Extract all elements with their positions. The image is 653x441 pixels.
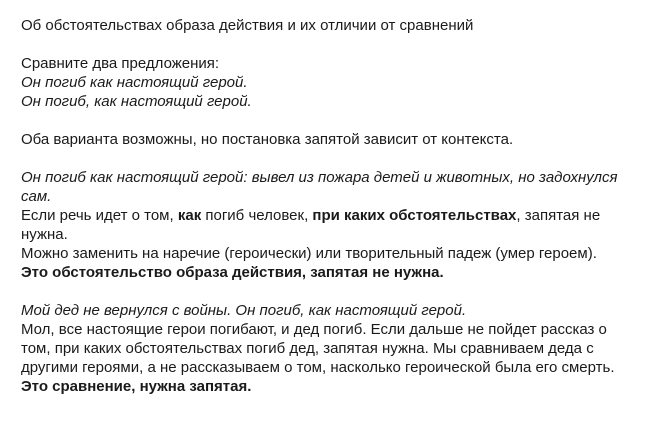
document-title: Об обстоятельствах образа действия и их отличии от сравнений: [21, 17, 474, 34]
spacer: [21, 111, 639, 130]
case-1-text-part-c: погиб человек,: [201, 207, 313, 224]
intro-prompt: Сравните два предложения:: [21, 55, 220, 72]
case-1-text-part-e: , запятая не: [516, 207, 601, 224]
case-2-explanation-line-1: Мол, все настоящие герои погибают, и дед погиб. Если дальше не пойдет рассказ о: [21, 321, 607, 338]
context-note: Оба варианта возможны, но постановка запятой зависит от контекста.: [21, 131, 514, 148]
case-2-explanation-line-3: другими героями, а не рассказываем о том, насколько героической была его смерть.: [21, 359, 615, 376]
case-1-explanation-line-1: [21, 206, 639, 225]
case-1-example-line-1: Он погиб как настоящий герой: вывел из пожара детей и животных, но задохнулся: [21, 169, 618, 186]
case-1-replacement-hint: Можно заменить на наречие (героически) или творительный падеж (умер героем).: [21, 245, 597, 262]
case-1-explanation-line-2: нужна.: [21, 226, 68, 243]
case-1-conclusion: Это обстоятельство образа действия, запятая не нужна.: [21, 264, 444, 281]
case-1-text-part-d: при каких обстоятельствах: [312, 207, 517, 224]
spacer: [21, 35, 639, 54]
document-body: [21, 16, 639, 396]
spacer: [21, 149, 639, 168]
intro-example-2: Он погиб, как настоящий герой.: [21, 93, 252, 110]
spacer: [21, 282, 639, 301]
case-2-explanation-line-2: том, при каких обстоятельствах погиб дед, запятая нужна. Мы сравниваем деда с: [21, 340, 594, 357]
case-1-example-line-2: сам.: [21, 188, 52, 205]
case-1-text-part-a: Если речь идет о том,: [21, 207, 178, 224]
case-2-example: Мой дед не вернулся с войны. Он погиб, как настоящий герой.: [21, 302, 467, 319]
case-2-conclusion: Это сравнение, нужна запятая.: [21, 378, 252, 395]
intro-example-1: Он погиб как настоящий герой.: [21, 74, 248, 91]
case-1-text-part-b: как: [177, 207, 202, 224]
